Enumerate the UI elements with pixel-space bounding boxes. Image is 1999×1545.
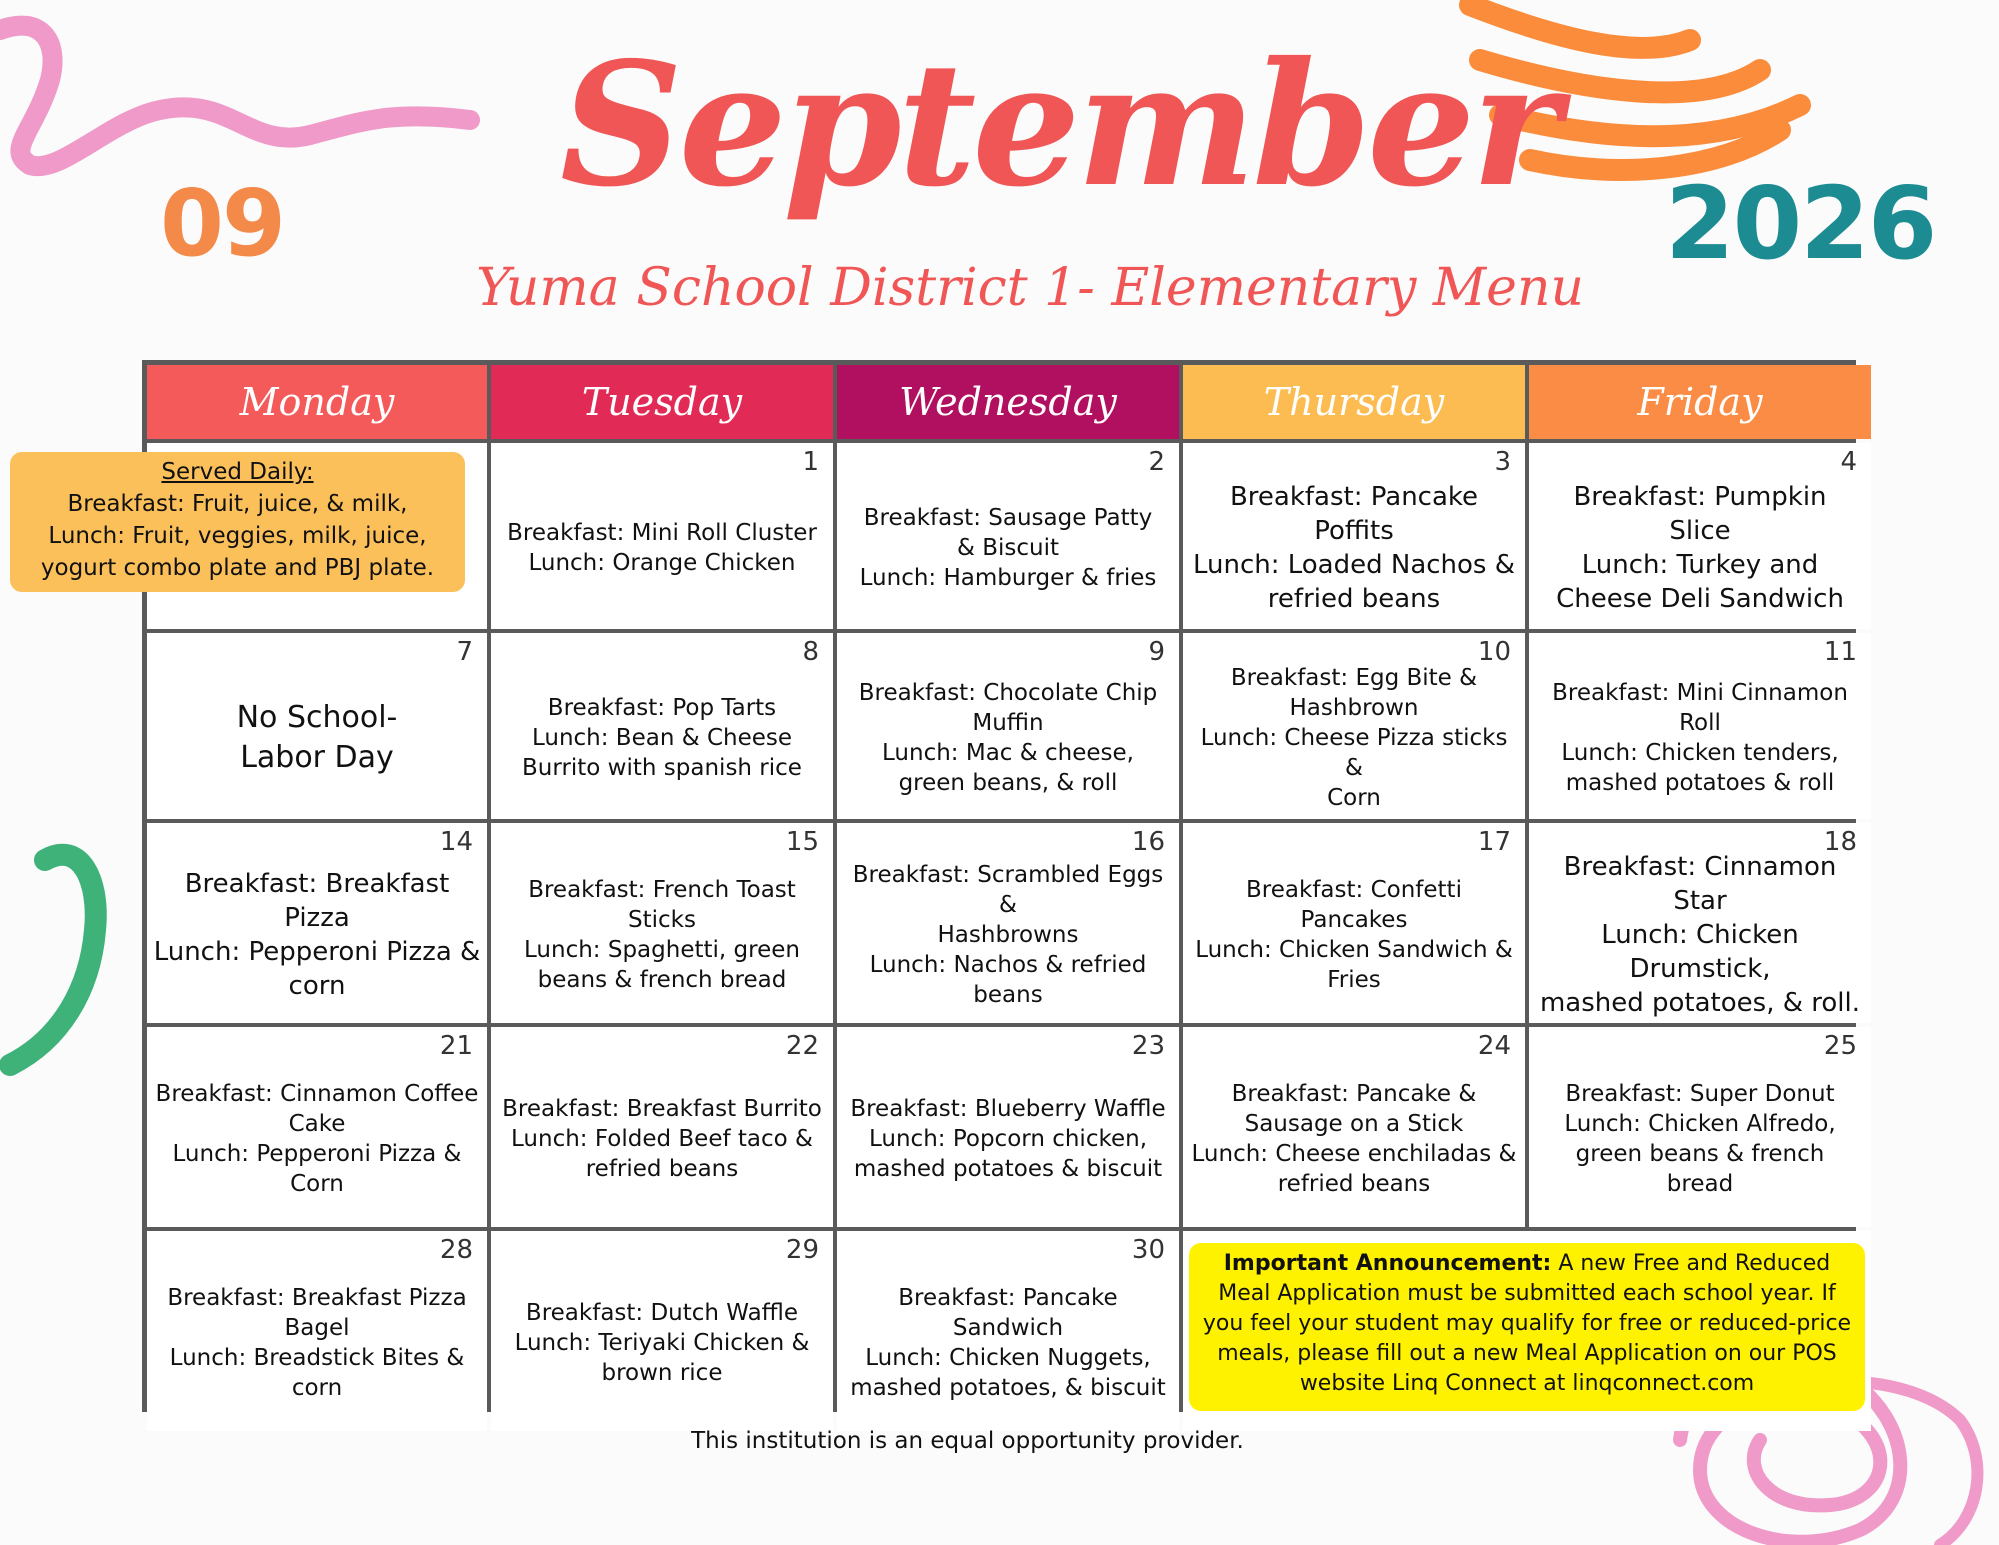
calendar-cell xyxy=(1529,633,1871,819)
date-number: 18 xyxy=(1823,827,1857,857)
date-number: 7 xyxy=(456,637,473,667)
calendar-cell xyxy=(491,443,833,629)
menu-text: Breakfast: Pumpkin Slice Lunch: Turkey and Cheese Deli Sandwich xyxy=(1556,482,1844,614)
calendar-cell xyxy=(491,1231,833,1431)
date-number: 4 xyxy=(1840,447,1857,477)
date-number: 22 xyxy=(785,1031,819,1061)
day-header-friday: Friday xyxy=(1529,365,1871,439)
menu-text: Breakfast: Pancake & Sausage on a Stick Lunch: Cheese enchiladas & refried beans xyxy=(1191,1081,1517,1197)
month-number: 09 xyxy=(160,170,285,277)
menu-text: Breakfast: Breakfast Pizza Bagel Lunch: Breadstick Bites & corn xyxy=(167,1285,467,1401)
menu-text: Breakfast: Dutch Waffle Lunch: Teriyaki Chicken & brown rice xyxy=(514,1300,810,1386)
date-number: 14 xyxy=(439,827,473,857)
calendar-cell-holiday xyxy=(147,633,487,819)
date-number: 11 xyxy=(1823,637,1857,667)
menu-text: Breakfast: Egg Bite & Hashbrown Lunch: Cheese Pizza sticks & Corn xyxy=(1200,665,1508,811)
year-label: 2026 xyxy=(1665,165,1936,282)
menu-text: Breakfast: Chocolate Chip Muffin Lunch: Mac & cheese, green beans, & roll xyxy=(858,680,1158,796)
calendar-cell xyxy=(1183,1027,1525,1227)
calendar-cell xyxy=(837,633,1179,819)
date-number: 2 xyxy=(1148,447,1165,477)
menu-text: Breakfast: Pancake Sandwich Lunch: Chicken Nuggets, mashed potatoes, & biscuit xyxy=(850,1285,1166,1401)
calendar-cell xyxy=(1529,1027,1871,1227)
menu-text: Breakfast: Mini Cinnamon Roll Lunch: Chicken tenders, mashed potatoes & roll xyxy=(1552,680,1848,796)
menu-text: Breakfast: Pop Tarts Lunch: Bean & Cheese Burrito with spanish rice xyxy=(522,695,802,781)
footer-note: This institution is an equal opportunity provider. xyxy=(691,1428,1244,1454)
menu-text: Breakfast: Super Donut Lunch: Chicken Alfredo, green beans & french bread xyxy=(1564,1081,1836,1197)
day-header-tuesday: Tuesday xyxy=(491,365,833,439)
date-number: 9 xyxy=(1148,637,1165,667)
menu-text: Breakfast: Pancake Poffits Lunch: Loaded Nachos & refried beans xyxy=(1192,482,1516,614)
calendar-cell xyxy=(1183,633,1525,819)
calendar-cell xyxy=(1183,823,1525,1023)
menu-text: Breakfast: Scrambled Eggs & Hashbrowns Lunch: Nachos & refried beans xyxy=(852,862,1164,1008)
calendar-cell xyxy=(147,823,487,1023)
date-number: 1 xyxy=(802,447,819,477)
date-number: 16 xyxy=(1131,827,1165,857)
announcement-text: A new Free and Reduced Meal Application must be submitted each school year. If you feel your student may qualify for free or reduced-price meals, please fill out a new Meal Application on our POS website Linq Connect at linqconnect.com xyxy=(1202,1251,1852,1396)
calendar-cell xyxy=(147,1231,487,1431)
announcement-box xyxy=(1189,1243,1865,1411)
day-header-monday: Monday xyxy=(147,365,487,439)
announcement-label: Important Announcement: xyxy=(1223,1251,1552,1276)
day-header-wednesday: Wednesday xyxy=(837,365,1179,439)
menu-text: Breakfast: Cinnamon Star Lunch: Chicken Drumstick, mashed potatoes, & roll. xyxy=(1539,852,1861,1018)
calendar-cell xyxy=(1529,443,1871,629)
calendar-cell xyxy=(1529,823,1871,1023)
page-title: September xyxy=(560,25,1557,225)
date-number: 23 xyxy=(1131,1031,1165,1061)
date-number: 10 xyxy=(1477,637,1511,667)
served-daily-label: Served Daily: xyxy=(161,459,314,485)
menu-text: Breakfast: Blueberry Waffle Lunch: Popcorn chicken, mashed potatoes & biscuit xyxy=(850,1096,1166,1182)
date-number: 28 xyxy=(439,1235,473,1265)
menu-text: Breakfast: French Toast Sticks Lunch: Spaghetti, green beans & french bread xyxy=(524,877,800,993)
served-daily-text: Breakfast: Fruit, juice, & milk, Lunch: Fruit, veggies, milk, juice, yogurt combo plate and PBJ plate. xyxy=(40,491,435,581)
announcement-cell xyxy=(1183,1231,1871,1431)
date-number: 25 xyxy=(1823,1031,1857,1061)
date-number: 15 xyxy=(785,827,819,857)
served-daily-box xyxy=(10,452,465,592)
menu-text: Breakfast: Confetti Pancakes Lunch: Chicken Sandwich & Fries xyxy=(1195,877,1513,993)
date-number: 30 xyxy=(1131,1235,1165,1265)
date-number: 21 xyxy=(439,1031,473,1061)
calendar-cell xyxy=(837,1027,1179,1227)
menu-text: No School- Labor Day xyxy=(236,700,398,775)
menu-text: Breakfast: Breakfast Pizza Lunch: Pepperoni Pizza & corn xyxy=(153,869,481,1001)
calendar-cell xyxy=(491,633,833,819)
menu-text: Breakfast: Breakfast Burrito Lunch: Folded Beef taco & refried beans xyxy=(502,1096,822,1182)
date-number: 24 xyxy=(1477,1031,1511,1061)
calendar-cell xyxy=(491,823,833,1023)
calendar-cell xyxy=(837,1231,1179,1431)
menu-text: Breakfast: Mini Roll Cluster Lunch: Orange Chicken xyxy=(507,520,817,576)
date-number: 8 xyxy=(802,637,819,667)
calendar-cell xyxy=(1183,443,1525,629)
page-subtitle: Yuma School District 1- Elementary Menu xyxy=(476,258,1584,318)
date-number: 17 xyxy=(1477,827,1511,857)
day-header-thursday: Thursday xyxy=(1183,365,1525,439)
calendar-cell xyxy=(837,443,1179,629)
menu-text: Breakfast: Sausage Patty & Biscuit Lunch: Hamburger & fries xyxy=(859,505,1157,591)
date-number: 3 xyxy=(1494,447,1511,477)
menu-text: Breakfast: Cinnamon Coffee Cake Lunch: Pepperoni Pizza & Corn xyxy=(155,1081,479,1197)
date-number: 29 xyxy=(785,1235,819,1265)
calendar-cell xyxy=(837,823,1179,1023)
calendar-cell xyxy=(147,1027,487,1227)
calendar-cell xyxy=(491,1027,833,1227)
